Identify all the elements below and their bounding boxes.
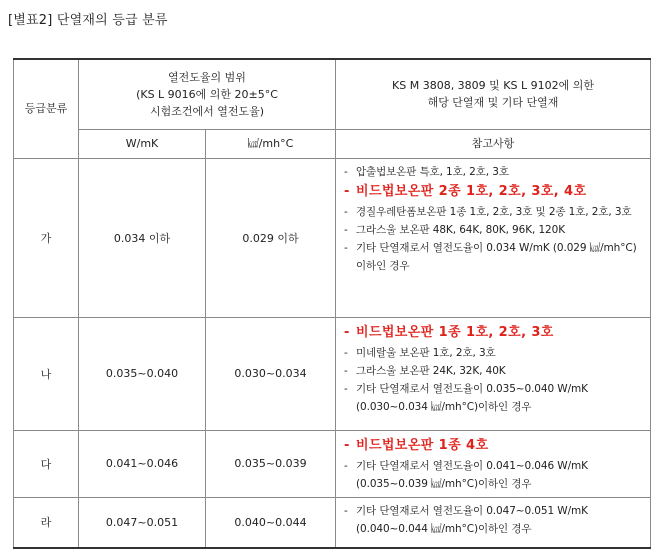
note-item <box>344 380 644 416</box>
ks-header-line: KS M 3808, 3809 및 KS L 9102에 의한 <box>392 79 594 93</box>
unit-wmk-header: W/mK <box>79 129 206 158</box>
grade-cell: 가 <box>14 158 79 317</box>
table-row <box>14 430 651 497</box>
emphasized-note-item <box>344 181 644 203</box>
emphasized-note-item <box>344 435 644 457</box>
bullet-dash: - <box>344 241 348 254</box>
conductivity-wmk-cell: 0.035~0.040 <box>79 317 206 430</box>
grade-cell: 다 <box>14 430 79 497</box>
note-item <box>344 457 644 493</box>
conductivity-kcal-cell: 0.030~0.034 <box>206 317 336 430</box>
note-text: 경질우레탄폼보온판 1종 1호, 2호, 3호 및 2종 1호, 2호, 3호 <box>356 205 632 218</box>
note-text: 기타 단열재로서 열전도율이 0.035~0.040 W/mK (0.030~0.034 ㎉/mh°C)이하인 경우 <box>356 382 588 413</box>
bullet-dash: - <box>344 205 348 218</box>
note-item <box>344 163 644 181</box>
note-text: 그라스울 보온판 48K, 64K, 80K, 96K, 120K <box>356 223 565 236</box>
note-text: 기타 단열재로서 열전도율이 0.041~0.046 W/mK (0.035~0.039 ㎉/mh°C)이하인 경우 <box>356 459 588 490</box>
range-header-line: 열전도율의 범위 <box>168 70 246 84</box>
note-item <box>344 502 644 538</box>
header-row-1 <box>14 59 651 129</box>
insulation-grade-table <box>13 58 651 549</box>
conductivity-kcal-cell: 0.029 이하 <box>206 158 336 317</box>
notes-cell <box>336 497 651 548</box>
note-text: 비드법보온판 1종 1호, 2호, 3호 <box>356 324 554 340</box>
bullet-dash: - <box>344 504 348 517</box>
bullet-dash: - <box>344 364 348 377</box>
grade-cell: 라 <box>14 497 79 548</box>
note-text: 기타 단열재로서 열전도율이 0.047~0.051 W/mK (0.040~0.044 ㎉/mh°C)이하인 경우 <box>356 504 588 535</box>
bullet-dash: - <box>344 346 348 359</box>
grade-cell: 나 <box>14 317 79 430</box>
notes-cell <box>336 158 651 317</box>
table-row <box>14 497 651 548</box>
note-text: 비드법보온판 1종 4호 <box>356 437 489 453</box>
unit-kcal-header: ㎉/mh°C <box>206 129 336 158</box>
conductivity-wmk-cell: 0.047~0.051 <box>79 497 206 548</box>
conductivity-kcal-cell: 0.035~0.039 <box>206 430 336 497</box>
notes-cell <box>336 430 651 497</box>
notes-cell <box>336 317 651 430</box>
bullet-dash: - <box>344 382 348 395</box>
note-item <box>344 239 644 275</box>
conductivity-kcal-cell: 0.040~0.044 <box>206 497 336 548</box>
document-title: [별표2] 단열재의 등급 분류 <box>8 13 168 28</box>
note-text: 기타 단열재로서 열전도율이 0.034 W/mK (0.029 ㎉/mh°C)이하인 경우 <box>356 241 637 272</box>
bullet-dash: - <box>344 459 348 472</box>
emphasized-note-item <box>344 322 644 344</box>
bullet-dash: - <box>344 165 348 178</box>
bullet-dash: - <box>344 183 350 199</box>
conductivity-range-header <box>79 59 336 129</box>
note-item <box>344 362 644 380</box>
grade-column-header: 등급분류 <box>14 59 79 158</box>
note-text: 그라스울 보온판 24K, 32K, 40K <box>356 364 506 377</box>
range-header-line: (KS L 9016에 의한 20±5°C <box>136 87 278 101</box>
note-text: 미네랄울 보온판 1호, 2호, 3호 <box>356 346 496 359</box>
table-body <box>14 158 651 548</box>
note-item <box>344 203 644 221</box>
note-item <box>344 221 644 239</box>
note-text: 압출법보온판 특호, 1호, 2호, 3호 <box>356 165 509 178</box>
note-item <box>344 344 644 362</box>
table-row <box>14 317 651 430</box>
ks-header-line: 해당 단열재 및 기타 단열재 <box>427 96 559 110</box>
bullet-dash: - <box>344 223 348 236</box>
ks-standard-header <box>336 59 651 129</box>
header-row-2 <box>14 129 651 158</box>
range-header-line: 시험조건에서 열전도율) <box>149 104 265 118</box>
table-row <box>14 158 651 317</box>
note-text: 비드법보온판 2종 1호, 2호, 3호, 4호 <box>356 183 587 199</box>
conductivity-wmk-cell: 0.041~0.046 <box>79 430 206 497</box>
notes-column-header: 참고사항 <box>336 129 651 158</box>
bullet-dash: - <box>344 324 350 340</box>
bullet-dash: - <box>344 437 350 453</box>
conductivity-wmk-cell: 0.034 이하 <box>79 158 206 317</box>
